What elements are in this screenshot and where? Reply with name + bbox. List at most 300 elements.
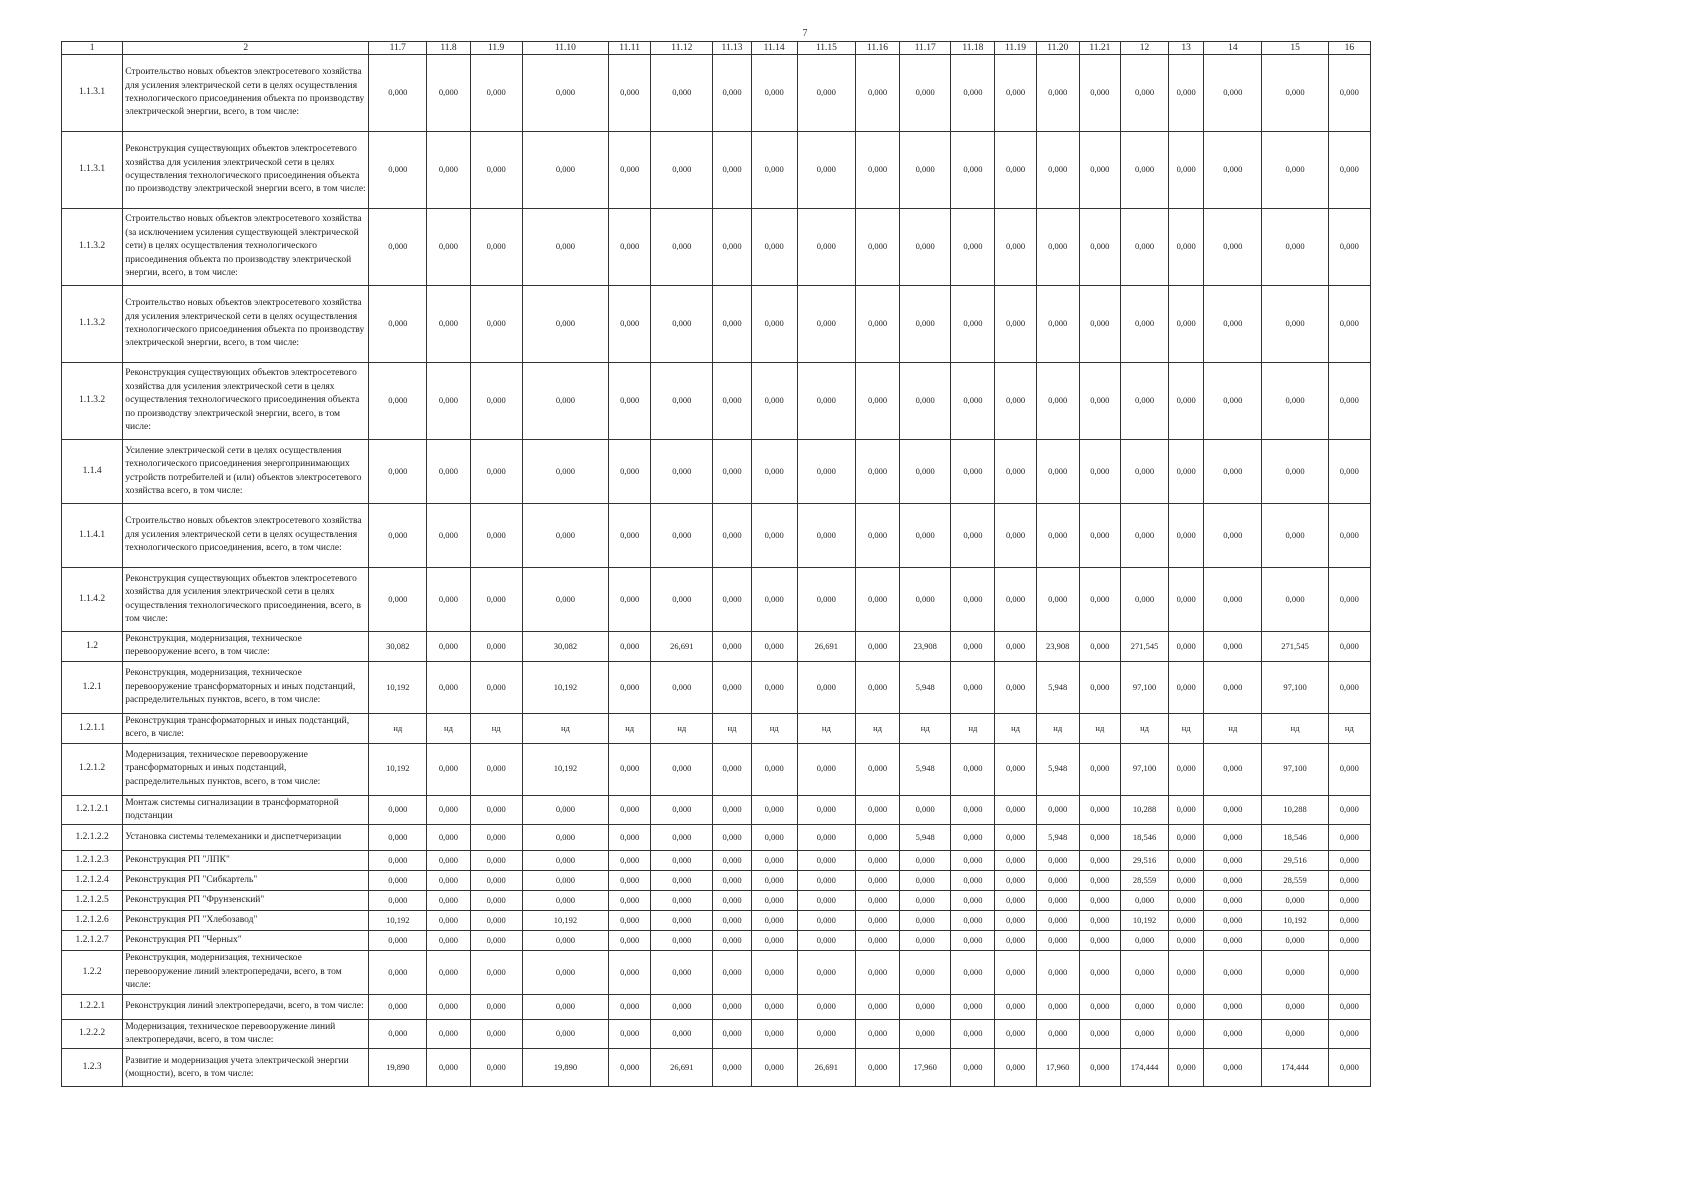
row-value: 0,000 xyxy=(1204,209,1262,286)
row-value: 0,000 xyxy=(713,911,751,931)
row-name: Строительство новых объектов электросетевого хозяйства (за исключением усиления существующей электрической сети) в целях осуществления технологического присоединения объекта по производству электрической энергии, всего, в том числе: xyxy=(123,209,369,286)
row-name: Реконструкция РП "Сибкартель" xyxy=(123,871,369,891)
row-value: нд xyxy=(1036,713,1079,743)
row-value: 0,000 xyxy=(1169,55,1204,132)
row-name: Монтаж системы сигнализации в трансформаторной подстанции xyxy=(123,795,369,825)
row-code: 1.2.1.2.7 xyxy=(62,931,123,951)
row-value: 0,000 xyxy=(522,1019,608,1049)
row-value: 97,100 xyxy=(1120,661,1168,713)
row-value: 0,000 xyxy=(609,911,651,931)
table-row xyxy=(62,795,1371,825)
col-header: 11.9 xyxy=(470,42,522,55)
row-code: 1.2.1.2.4 xyxy=(62,871,123,891)
row-value: 0,000 xyxy=(1079,661,1120,713)
row-value: 0,000 xyxy=(797,568,855,632)
row-value: 0,000 xyxy=(995,743,1036,795)
row-value: 0,000 xyxy=(609,851,651,871)
row-value: 0,000 xyxy=(1204,55,1262,132)
col-header: 2 xyxy=(123,42,369,55)
row-value: 10,288 xyxy=(1262,795,1328,825)
row-value: 0,000 xyxy=(1120,209,1168,286)
row-value: 23,908 xyxy=(900,632,951,662)
row-value: 0,000 xyxy=(1169,871,1204,891)
row-value: 0,000 xyxy=(855,632,899,662)
row-value: 0,000 xyxy=(427,440,470,504)
row-value: 0,000 xyxy=(713,440,751,504)
row-value: 10,192 xyxy=(522,911,608,931)
col-header: 11.16 xyxy=(855,42,899,55)
row-value: 5,948 xyxy=(900,743,951,795)
row-value: 0,000 xyxy=(951,504,995,568)
table-row xyxy=(62,743,1371,795)
row-value: 0,000 xyxy=(900,286,951,363)
row-name: Реконструкция, модернизация, техническое перевооружение трансформаторных и иных подстанций, распределительных пунктов, всего, в том числе: xyxy=(123,661,369,713)
row-value: 0,000 xyxy=(900,911,951,931)
row-value: 0,000 xyxy=(995,661,1036,713)
row-value: 0,000 xyxy=(1204,363,1262,440)
row-value: 0,000 xyxy=(900,132,951,209)
row-value: 174,444 xyxy=(1120,1049,1168,1087)
row-value: 0,000 xyxy=(1328,743,1370,795)
row-value: 0,000 xyxy=(951,132,995,209)
row-value: 18,546 xyxy=(1120,825,1168,851)
row-value: 0,000 xyxy=(713,851,751,871)
row-name: Модернизация, техническое перевооружение трансформаторных и иных подстанций, распределительных пунктов, всего, в том числе: xyxy=(123,743,369,795)
row-value: 0,000 xyxy=(995,132,1036,209)
row-value: 0,000 xyxy=(427,931,470,951)
row-value: 0,000 xyxy=(427,1019,470,1049)
row-value: 0,000 xyxy=(1328,851,1370,871)
row-value: 0,000 xyxy=(427,951,470,994)
row-value: 0,000 xyxy=(797,851,855,871)
row-value: 0,000 xyxy=(470,1019,522,1049)
row-value: 0,000 xyxy=(427,632,470,662)
row-value: 0,000 xyxy=(609,795,651,825)
row-value: 0,000 xyxy=(951,363,995,440)
row-value: 0,000 xyxy=(900,440,951,504)
row-value: 0,000 xyxy=(522,851,608,871)
row-value: 0,000 xyxy=(1120,568,1168,632)
col-header: 11.15 xyxy=(797,42,855,55)
row-value: 0,000 xyxy=(855,891,899,911)
row-value: 0,000 xyxy=(951,795,995,825)
row-value: 0,000 xyxy=(1262,931,1328,951)
row-value: 0,000 xyxy=(1036,871,1079,891)
row-value: 0,000 xyxy=(995,632,1036,662)
row-value: 0,000 xyxy=(951,825,995,851)
row-value: 10,192 xyxy=(369,911,427,931)
row-value: 0,000 xyxy=(1169,440,1204,504)
row-value: 0,000 xyxy=(1328,504,1370,568)
row-name: Реконструкция существующих объектов электросетевого хозяйства для усиления электрической сети в целях осуществления технологического присоединения объекта по производству электрической энергии, всего, в том числе: xyxy=(123,363,369,440)
row-value: 10,192 xyxy=(522,661,608,713)
row-value: 0,000 xyxy=(751,1049,797,1087)
row-value: 0,000 xyxy=(855,661,899,713)
row-code: 1.1.4.2 xyxy=(62,568,123,632)
row-value: 0,000 xyxy=(797,286,855,363)
row-value: 0,000 xyxy=(522,931,608,951)
table-row xyxy=(62,55,1371,132)
row-value: 0,000 xyxy=(369,1019,427,1049)
row-value: 0,000 xyxy=(1079,440,1120,504)
row-value: 0,000 xyxy=(1204,132,1262,209)
row-value: 0,000 xyxy=(751,825,797,851)
row-value: 10,288 xyxy=(1120,795,1168,825)
row-value: 0,000 xyxy=(951,1019,995,1049)
row-value: нд xyxy=(609,713,651,743)
col-header: 11.17 xyxy=(900,42,951,55)
row-value: 0,000 xyxy=(1204,931,1262,951)
row-value: 0,000 xyxy=(995,891,1036,911)
row-value: 0,000 xyxy=(1204,440,1262,504)
row-value: 0,000 xyxy=(470,55,522,132)
row-value: 0,000 xyxy=(1204,871,1262,891)
row-value: 0,000 xyxy=(609,55,651,132)
row-value: 0,000 xyxy=(900,994,951,1019)
row-value: 0,000 xyxy=(1036,568,1079,632)
row-value: 0,000 xyxy=(1328,951,1370,994)
table-row xyxy=(62,286,1371,363)
row-code: 1.2.1.2 xyxy=(62,743,123,795)
row-value: 0,000 xyxy=(900,891,951,911)
row-name: Реконструкция РП "Черных" xyxy=(123,931,369,951)
row-value: 0,000 xyxy=(1204,911,1262,931)
row-value: 0,000 xyxy=(995,871,1036,891)
row-value: 0,000 xyxy=(609,891,651,911)
row-value: 0,000 xyxy=(1204,851,1262,871)
table-row xyxy=(62,1049,1371,1087)
row-value: 0,000 xyxy=(609,504,651,568)
row-value: 0,000 xyxy=(751,209,797,286)
row-value: 0,000 xyxy=(1328,132,1370,209)
row-value: 0,000 xyxy=(751,504,797,568)
row-value: 0,000 xyxy=(1120,363,1168,440)
row-value: 0,000 xyxy=(1079,851,1120,871)
row-value: 0,000 xyxy=(1079,931,1120,951)
row-value: 0,000 xyxy=(427,209,470,286)
row-value: 0,000 xyxy=(751,871,797,891)
row-value: 0,000 xyxy=(797,363,855,440)
row-value: 0,000 xyxy=(427,743,470,795)
row-value: 0,000 xyxy=(609,209,651,286)
row-value: 0,000 xyxy=(609,994,651,1019)
row-value: 0,000 xyxy=(1036,994,1079,1019)
row-value: 0,000 xyxy=(797,55,855,132)
row-value: 0,000 xyxy=(713,132,751,209)
row-value: 0,000 xyxy=(1120,55,1168,132)
row-code: 1.2.1 xyxy=(62,661,123,713)
row-value: 0,000 xyxy=(1120,931,1168,951)
row-value: 0,000 xyxy=(995,825,1036,851)
row-value: 0,000 xyxy=(751,931,797,951)
col-header: 11.21 xyxy=(1079,42,1120,55)
row-value: 0,000 xyxy=(651,871,713,891)
row-code: 1.1.3.1 xyxy=(62,55,123,132)
row-value: 0,000 xyxy=(1120,440,1168,504)
row-value: 0,000 xyxy=(951,440,995,504)
row-code: 1.2.1.2.6 xyxy=(62,911,123,931)
row-value: 0,000 xyxy=(1079,994,1120,1019)
row-value: 0,000 xyxy=(470,286,522,363)
table-row xyxy=(62,911,1371,931)
row-value: 0,000 xyxy=(1079,743,1120,795)
table-row xyxy=(62,568,1371,632)
row-value: 0,000 xyxy=(1169,891,1204,911)
row-value: 0,000 xyxy=(797,661,855,713)
row-value: 0,000 xyxy=(1079,55,1120,132)
row-value: 0,000 xyxy=(995,911,1036,931)
row-value: 0,000 xyxy=(855,795,899,825)
row-value: 0,000 xyxy=(797,891,855,911)
row-value: 0,000 xyxy=(609,871,651,891)
row-value: нд xyxy=(1262,713,1328,743)
row-value: 0,000 xyxy=(522,209,608,286)
row-code: 1.2.2.2 xyxy=(62,1019,123,1049)
row-value: 0,000 xyxy=(713,951,751,994)
row-value: 0,000 xyxy=(995,951,1036,994)
row-value: 0,000 xyxy=(797,795,855,825)
row-value: нд xyxy=(1120,713,1168,743)
row-value: 0,000 xyxy=(1328,891,1370,911)
row-value: 97,100 xyxy=(1262,661,1328,713)
row-value: 0,000 xyxy=(470,440,522,504)
row-value: 28,559 xyxy=(1262,871,1328,891)
row-value: 0,000 xyxy=(797,871,855,891)
row-value: 0,000 xyxy=(1262,891,1328,911)
row-value: 0,000 xyxy=(1204,504,1262,568)
row-value: 0,000 xyxy=(609,440,651,504)
row-value: 0,000 xyxy=(1169,931,1204,951)
row-value: 0,000 xyxy=(751,286,797,363)
row-value: нд xyxy=(1169,713,1204,743)
row-code: 1.2.1.1 xyxy=(62,713,123,743)
row-value: 0,000 xyxy=(427,994,470,1019)
col-header: 11.8 xyxy=(427,42,470,55)
col-header: 11.10 xyxy=(522,42,608,55)
row-value: 0,000 xyxy=(713,931,751,951)
row-name: Реконструкция существующих объектов электросетевого хозяйства для усиления электрической сети в целях осуществления технологического присоединения, всего, в том числе: xyxy=(123,568,369,632)
row-value: 271,545 xyxy=(1262,632,1328,662)
row-value: 0,000 xyxy=(651,911,713,931)
row-value: 0,000 xyxy=(751,55,797,132)
row-value: 10,192 xyxy=(369,743,427,795)
row-value: 0,000 xyxy=(1262,951,1328,994)
row-value: 0,000 xyxy=(751,132,797,209)
row-value: 0,000 xyxy=(1204,891,1262,911)
row-value: 0,000 xyxy=(369,55,427,132)
row-value: 0,000 xyxy=(995,209,1036,286)
row-value: 0,000 xyxy=(1036,504,1079,568)
col-header: 11.7 xyxy=(369,42,427,55)
row-value: 0,000 xyxy=(369,132,427,209)
row-code: 1.1.3.2 xyxy=(62,209,123,286)
row-value: 0,000 xyxy=(609,568,651,632)
row-value: 26,691 xyxy=(651,632,713,662)
row-value: 5,948 xyxy=(1036,825,1079,851)
row-value: 0,000 xyxy=(855,994,899,1019)
table-row xyxy=(62,132,1371,209)
row-value: 0,000 xyxy=(1328,825,1370,851)
row-value: 0,000 xyxy=(427,871,470,891)
row-code: 1.2.1.2.1 xyxy=(62,795,123,825)
row-value: 0,000 xyxy=(651,661,713,713)
row-value: 23,908 xyxy=(1036,632,1079,662)
row-value: 0,000 xyxy=(522,440,608,504)
row-code: 1.2.1.2.5 xyxy=(62,891,123,911)
row-value: 0,000 xyxy=(951,931,995,951)
row-value: 0,000 xyxy=(1204,1019,1262,1049)
row-value: 0,000 xyxy=(951,994,995,1019)
row-value: 10,192 xyxy=(1262,911,1328,931)
row-value: 0,000 xyxy=(900,55,951,132)
row-value: 0,000 xyxy=(470,743,522,795)
row-value: 0,000 xyxy=(1328,55,1370,132)
row-value: 0,000 xyxy=(1036,951,1079,994)
row-value: 0,000 xyxy=(797,743,855,795)
row-value: 0,000 xyxy=(1204,1049,1262,1087)
row-code: 1.2.1.2.3 xyxy=(62,851,123,871)
row-value: 0,000 xyxy=(470,911,522,931)
row-code: 1.1.3.2 xyxy=(62,363,123,440)
row-value: 0,000 xyxy=(1169,851,1204,871)
row-value: 0,000 xyxy=(470,825,522,851)
row-value: 0,000 xyxy=(369,951,427,994)
row-value: 0,000 xyxy=(1262,209,1328,286)
row-value: 0,000 xyxy=(470,504,522,568)
row-code: 1.1.4.1 xyxy=(62,504,123,568)
row-value: 0,000 xyxy=(369,440,427,504)
row-value: 0,000 xyxy=(651,1019,713,1049)
row-value: 0,000 xyxy=(1036,795,1079,825)
row-value: нд xyxy=(651,713,713,743)
row-value: 0,000 xyxy=(1036,286,1079,363)
row-value: 0,000 xyxy=(751,891,797,911)
row-value: 0,000 xyxy=(797,209,855,286)
col-header: 11.14 xyxy=(751,42,797,55)
row-value: 0,000 xyxy=(369,286,427,363)
row-value: 0,000 xyxy=(369,209,427,286)
row-value: 0,000 xyxy=(855,440,899,504)
row-value: 0,000 xyxy=(713,55,751,132)
row-value: 0,000 xyxy=(1079,363,1120,440)
row-value: 0,000 xyxy=(651,743,713,795)
row-value: 0,000 xyxy=(855,209,899,286)
row-value: 0,000 xyxy=(995,1019,1036,1049)
row-value: 0,000 xyxy=(651,286,713,363)
row-value: 0,000 xyxy=(651,55,713,132)
row-value: 0,000 xyxy=(609,1019,651,1049)
row-value: 0,000 xyxy=(1328,1049,1370,1087)
row-name: Строительство новых объектов электросетевого хозяйства для усиления электрической сети в целях осуществления технологического присоединения, всего, в том числе: xyxy=(123,504,369,568)
row-value: 0,000 xyxy=(951,911,995,931)
row-value: 0,000 xyxy=(751,743,797,795)
row-value: 0,000 xyxy=(855,871,899,891)
row-value: 0,000 xyxy=(522,132,608,209)
page-number: 7 xyxy=(802,28,808,39)
row-value: 0,000 xyxy=(1262,440,1328,504)
row-value: 0,000 xyxy=(751,363,797,440)
row-value: 0,000 xyxy=(1120,504,1168,568)
row-value: 0,000 xyxy=(1036,1019,1079,1049)
row-value: 0,000 xyxy=(609,1049,651,1087)
row-value: нд xyxy=(951,713,995,743)
row-value: 271,545 xyxy=(1120,632,1168,662)
row-value: 0,000 xyxy=(369,851,427,871)
table-row xyxy=(62,871,1371,891)
row-value: 0,000 xyxy=(951,1049,995,1087)
row-value: 0,000 xyxy=(369,363,427,440)
row-value: 0,000 xyxy=(651,568,713,632)
row-value: 0,000 xyxy=(1328,911,1370,931)
row-value: 0,000 xyxy=(1169,951,1204,994)
row-value: 0,000 xyxy=(900,931,951,951)
row-value: 28,559 xyxy=(1120,871,1168,891)
row-value: 0,000 xyxy=(1169,994,1204,1019)
row-value: 0,000 xyxy=(1079,891,1120,911)
row-value: 0,000 xyxy=(855,951,899,994)
row-value: 0,000 xyxy=(1262,132,1328,209)
row-value: 0,000 xyxy=(522,363,608,440)
row-name: Усиление электрической сети в целях осуществления технологического присоединения энергопринимающих устройств потребителей и (или) объектов электросетевого хозяйства всего, в том числе: xyxy=(123,440,369,504)
row-value: 0,000 xyxy=(951,851,995,871)
row-code: 1.1.4 xyxy=(62,440,123,504)
investment-table xyxy=(61,41,1371,1087)
row-value: 0,000 xyxy=(995,363,1036,440)
row-value: 0,000 xyxy=(470,661,522,713)
col-header: 16 xyxy=(1328,42,1370,55)
row-value: 0,000 xyxy=(900,363,951,440)
row-value: нд xyxy=(470,713,522,743)
row-value: 30,082 xyxy=(369,632,427,662)
row-value: 0,000 xyxy=(470,1049,522,1087)
row-value: 0,000 xyxy=(609,661,651,713)
row-value: 0,000 xyxy=(1079,632,1120,662)
row-value: 0,000 xyxy=(1079,286,1120,363)
row-value: 5,948 xyxy=(1036,661,1079,713)
row-value: 26,691 xyxy=(797,632,855,662)
row-value: 0,000 xyxy=(995,504,1036,568)
row-value: 0,000 xyxy=(427,286,470,363)
row-value: нд xyxy=(900,713,951,743)
table-row xyxy=(62,632,1371,662)
row-value: 0,000 xyxy=(951,871,995,891)
row-value: 5,948 xyxy=(1036,743,1079,795)
row-value: 97,100 xyxy=(1262,743,1328,795)
table-row xyxy=(62,951,1371,994)
table-row xyxy=(62,931,1371,951)
row-value: 0,000 xyxy=(855,1049,899,1087)
row-value: 0,000 xyxy=(427,891,470,911)
row-value: 0,000 xyxy=(651,132,713,209)
row-name: Реконструкция линий электропередачи, всего, в том числе: xyxy=(123,994,369,1019)
row-code: 1.1.3.1 xyxy=(62,132,123,209)
row-value: 0,000 xyxy=(1169,825,1204,851)
row-value: 0,000 xyxy=(522,891,608,911)
row-name: Реконструкция, модернизация, техническое перевооружение линий электропередачи, всего, в том числе: xyxy=(123,951,369,994)
row-value: 0,000 xyxy=(1120,891,1168,911)
row-value: 0,000 xyxy=(651,951,713,994)
row-value: 0,000 xyxy=(1328,209,1370,286)
row-value: 10,192 xyxy=(369,661,427,713)
row-value: нд xyxy=(1328,713,1370,743)
row-value: 0,000 xyxy=(427,132,470,209)
row-value: нд xyxy=(713,713,751,743)
row-value: 0,000 xyxy=(651,851,713,871)
row-value: 0,000 xyxy=(522,871,608,891)
row-value: 0,000 xyxy=(713,825,751,851)
row-value: 0,000 xyxy=(651,994,713,1019)
row-value: 0,000 xyxy=(900,951,951,994)
